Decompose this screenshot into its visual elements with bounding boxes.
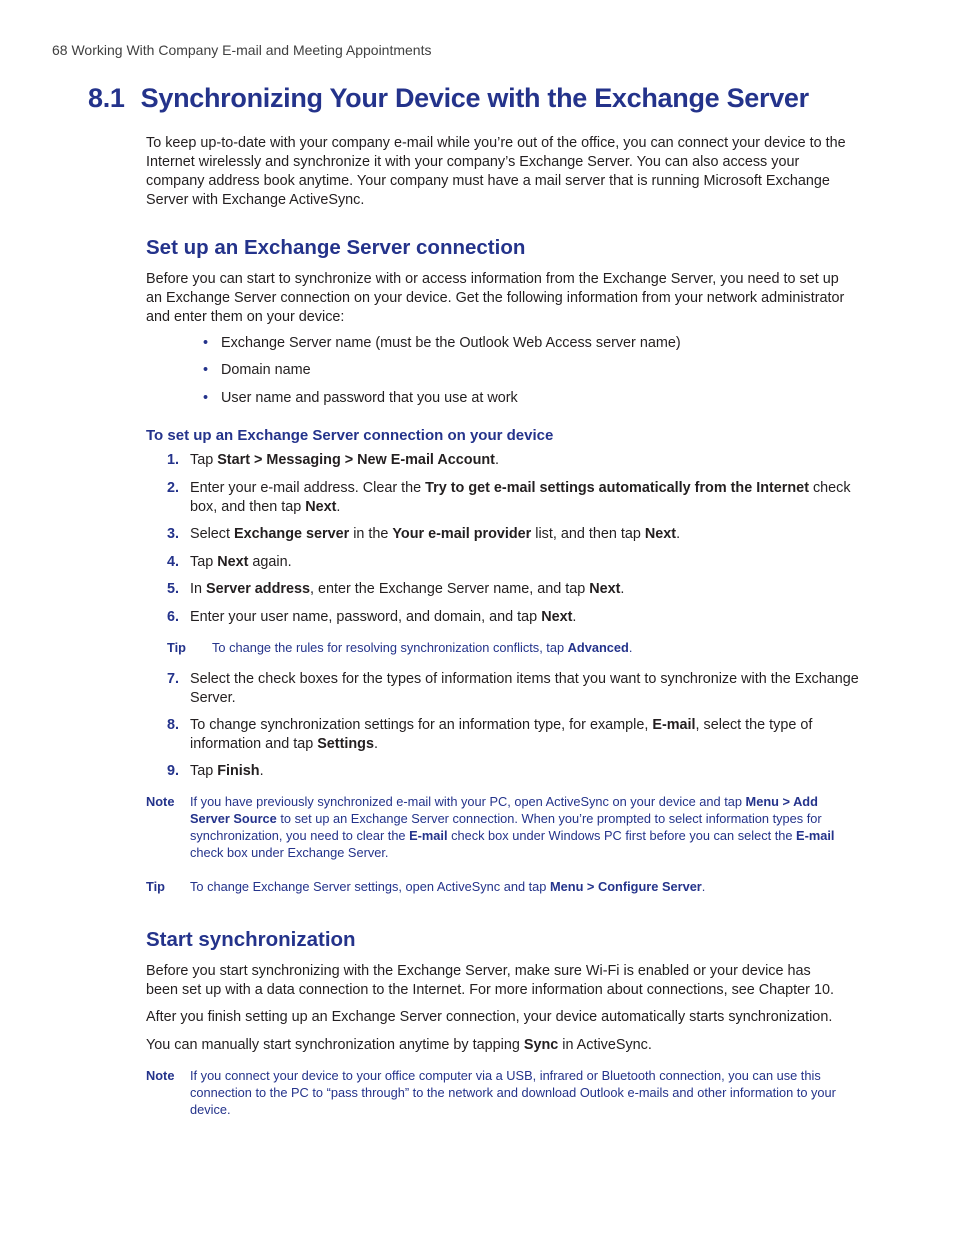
bullet-dot: • <box>203 390 209 406</box>
chapter-title-text: Synchronizing Your Device with the Exchange Server <box>140 83 809 113</box>
chapter-number: 8.1 <box>88 83 125 113</box>
running-head: 68 Working With Company E-mail and Meeting Appointments <box>52 42 432 58</box>
bullet-item: • Domain name <box>203 362 311 378</box>
chapter-title <box>88 83 809 114</box>
start-paragraph-3: You can manually start synchronization anytime by tapping Sync in ActiveSync. <box>146 1037 652 1053</box>
step-item: 7. Select the check boxes for the types of information items that you want to synchronize with the Exchange Server. <box>167 671 859 706</box>
bullet-item: • Exchange Server name (must be the Outlook Web Access server name) <box>203 335 681 351</box>
procedure-heading: To set up an Exchange Server connection on your device <box>146 427 554 444</box>
step-item: 5. In Server address, enter the Exchange Server name, and tap Next. <box>167 581 625 597</box>
bullet-dot: • <box>203 335 209 351</box>
note-callout: Note If you connect your device to your office computer via a USB, infrared or Bluetooth connection, you can use this connection to the PC to “pass through” to the network and download Outlook e-mails and other information to your device. <box>146 1068 836 1117</box>
note-label: Note <box>146 794 175 809</box>
tip-callout: Tip To change Exchange Server settings, open ActiveSync and tap Menu > Configure Server. <box>146 879 706 894</box>
step-item: 6. Enter your user name, password, and domain, and tap Next. <box>167 609 577 625</box>
start-sync-heading: Start synchronization <box>146 928 356 951</box>
step-item: 2. Enter your e-mail address. Clear the Try to get e-mail settings automatically from the Internet check box, and then tap Next. <box>167 480 851 515</box>
intro-paragraph: To keep up-to-date with your company e-mail while you’re out of the office, you can connect your device to the Internet wirelessly and synchronize it with your company’s Exchange Server. You can also access your company address book anytime. Your company must have a mail server that is running Microsoft Exchange Server with Exchange ActiveSync. <box>146 135 846 208</box>
step-item: 3. Select Exchange server in the Your e-mail provider list, and then tap Next. <box>167 526 681 542</box>
setup-heading: Set up an Exchange Server connection <box>146 236 526 259</box>
bullet-dot: • <box>203 362 209 378</box>
step-item: 1. Tap Start > Messaging > New E-mail Account. <box>167 452 499 468</box>
step-item: 9. Tap Finish. <box>167 763 264 779</box>
step-item: 4. Tap Next again. <box>167 554 292 570</box>
tip-callout: Tip To change the rules for resolving synchronization conflicts, tap Advanced. <box>167 640 633 655</box>
start-paragraph-1: Before you start synchronizing with the Exchange Server, make sure Wi-Fi is enabled or your device has been set up with a data connection to the Internet. For more information about connections, see Chapter 10. <box>146 963 834 998</box>
tip-label: Tip <box>167 640 186 655</box>
bullet-item: • User name and password that you use at work <box>203 390 518 406</box>
setup-paragraph: Before you can start to synchronize with or access information from the Exchange Server, you need to set up an Exchange Server connection on your device. Get the following information from your network administrator and enter them on your device: <box>146 271 845 325</box>
start-paragraph-2: After you finish setting up an Exchange Server connection, your device automatically starts synchronization. <box>146 1009 833 1025</box>
note-label: Note <box>146 1068 175 1083</box>
note-callout: Note If you have previously synchronized e-mail with your PC, open ActiveSync on your device and tap Menu > Add Server Source to set up an Exchange Server connection. When you’re prompted to select information types for synchronization, you need to clear the E-mail check box under Windows PC first before you can select the E-mail check box under Exchange Server. <box>146 794 835 860</box>
tip-label: Tip <box>146 879 165 894</box>
step-item: 8. To change synchronization settings for an information type, for example, E-mail, select the type of information and tap Settings. <box>167 717 813 752</box>
